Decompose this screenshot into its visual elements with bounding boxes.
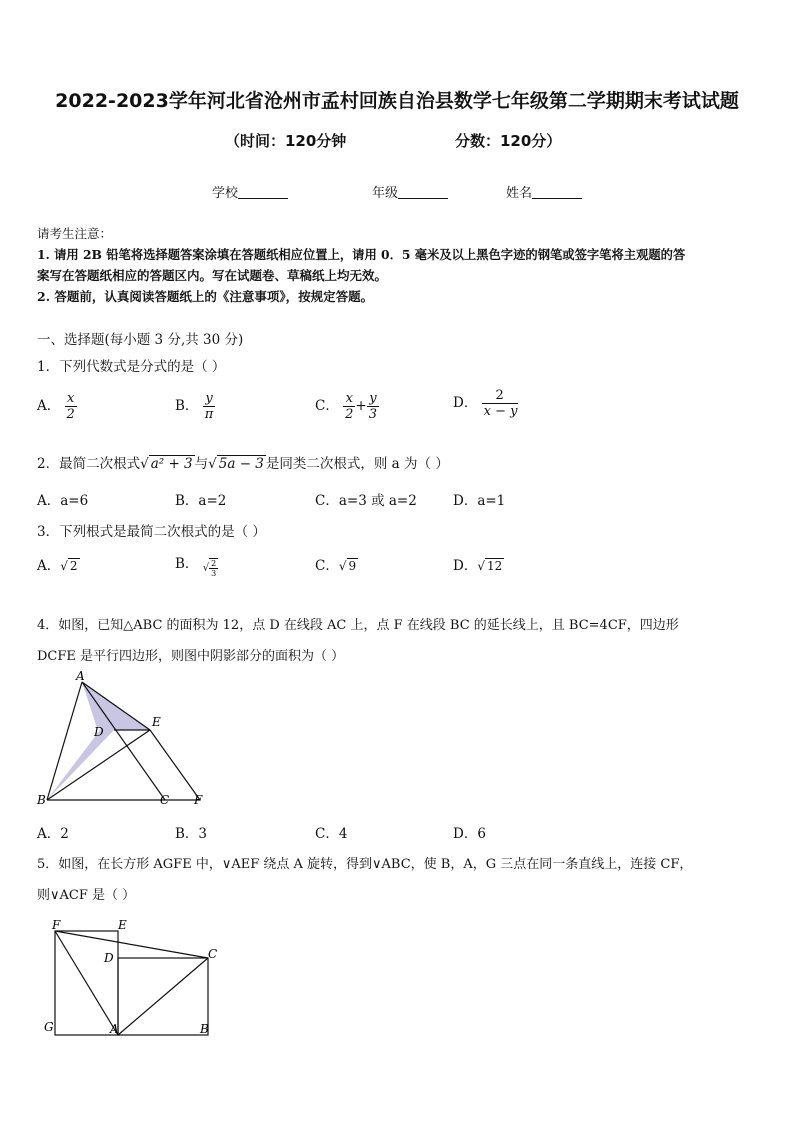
label-B: B	[37, 793, 46, 807]
q4-option-c: C．4	[315, 826, 348, 842]
label-G: G	[44, 1020, 54, 1034]
q3-option-b: B． √ $\frac{2}{3}$	[175, 556, 217, 578]
label-A: A	[110, 1022, 119, 1036]
label-B: B	[200, 1022, 209, 1036]
label-E: E	[152, 715, 161, 729]
q4-option-d: D．6	[453, 826, 486, 842]
q4-line2: DCFE 是平行四边形，则图中阴影部分的面积为（ ）	[37, 649, 345, 664]
exam-title: 2022-2023学年河北省沧州市孟村回族自治县数学七年级第二学期期末考试试题	[55, 90, 739, 112]
exam-score: 分数：120分）	[455, 132, 562, 150]
q5-figure	[38, 915, 228, 1040]
q4-option-a: A．2	[37, 826, 69, 842]
label-F: F	[194, 793, 203, 807]
notice-heading: 请考生注意：	[37, 226, 113, 241]
q3-option-c: C．√ 9	[315, 558, 357, 574]
q2-option-c: C．a=3 或 a=2	[315, 493, 417, 509]
label-D: D	[104, 951, 114, 965]
notice-item1-line2: 案写在答题纸相应的答题区内。写在试题卷、草稿纸上均无效。	[37, 268, 388, 283]
label-D: D	[94, 725, 104, 739]
section-heading: 一、选择题(每小题 3 分,共 30 分)	[37, 332, 244, 348]
q4-option-b: B．3	[175, 826, 208, 842]
q1-option-b: B． $\frac{y}{\pi}$	[175, 391, 214, 422]
q3-option-d: D．√ 12	[453, 558, 503, 574]
label-F: F	[52, 918, 61, 932]
q4-line1: 4．如图，已知△ABC 的面积为 12，点 D 在线段 AC 上，点 F 在线段 BC 的延长线上，且 BC=4CF，四边形	[37, 618, 679, 633]
school-field: 学校	[212, 182, 288, 201]
q3-option-a: A．√ 2	[37, 558, 78, 574]
q5-line1: 5．如图，在长方形 AGFE 中，∨AEF 绕点 A 旋转，得到∨ABC，使 B，A，G 三点在同一条直线上，连接 CF，	[37, 857, 693, 872]
q1-option-d: D． $\frac{2}{x - y}$	[453, 388, 518, 419]
label-C: C	[208, 947, 218, 961]
label-A: A	[76, 670, 85, 683]
q1-stem: 1．下列代数式是分式的是（ ）	[37, 359, 226, 375]
grade-field: 年级	[372, 182, 448, 201]
label-C: C	[160, 793, 170, 807]
q1-option-a: A． $\frac{x}{2}$	[37, 391, 75, 422]
notice-item1-line1: 1. 请用 2B 铅笔将选择题答案涂填在答题纸相应位置上，请用 0．5 毫米及以上黑色字迹的钢笔或签字笔将主观题的答	[37, 247, 686, 262]
notice-item2: 2. 答题前，认真阅读答题纸上的《注意事项》，按规定答题。	[37, 289, 374, 304]
q5-line2: 则∨ACF 是（ ）	[37, 888, 136, 903]
exam-time: （时间：120分钟	[225, 132, 347, 150]
name-field: 姓名	[506, 182, 582, 201]
q2-option-d: D．a=1	[453, 493, 506, 509]
q3-stem: 3．下列根式是最简二次根式的是（ ）	[37, 524, 266, 540]
q1-option-c: C． $\frac{x}{2}$ + $\frac{y}{3}$	[315, 391, 378, 422]
q2-stem: 2．最简二次根式√ a² + 3 与√ 5a − 3 是同类二次根式，则 a 为（ ）	[37, 456, 449, 472]
q2-option-a: A．a=6	[37, 493, 89, 509]
q2-option-b: B．a=2	[175, 493, 227, 509]
q4-figure	[30, 670, 220, 810]
label-E: E	[118, 918, 127, 932]
